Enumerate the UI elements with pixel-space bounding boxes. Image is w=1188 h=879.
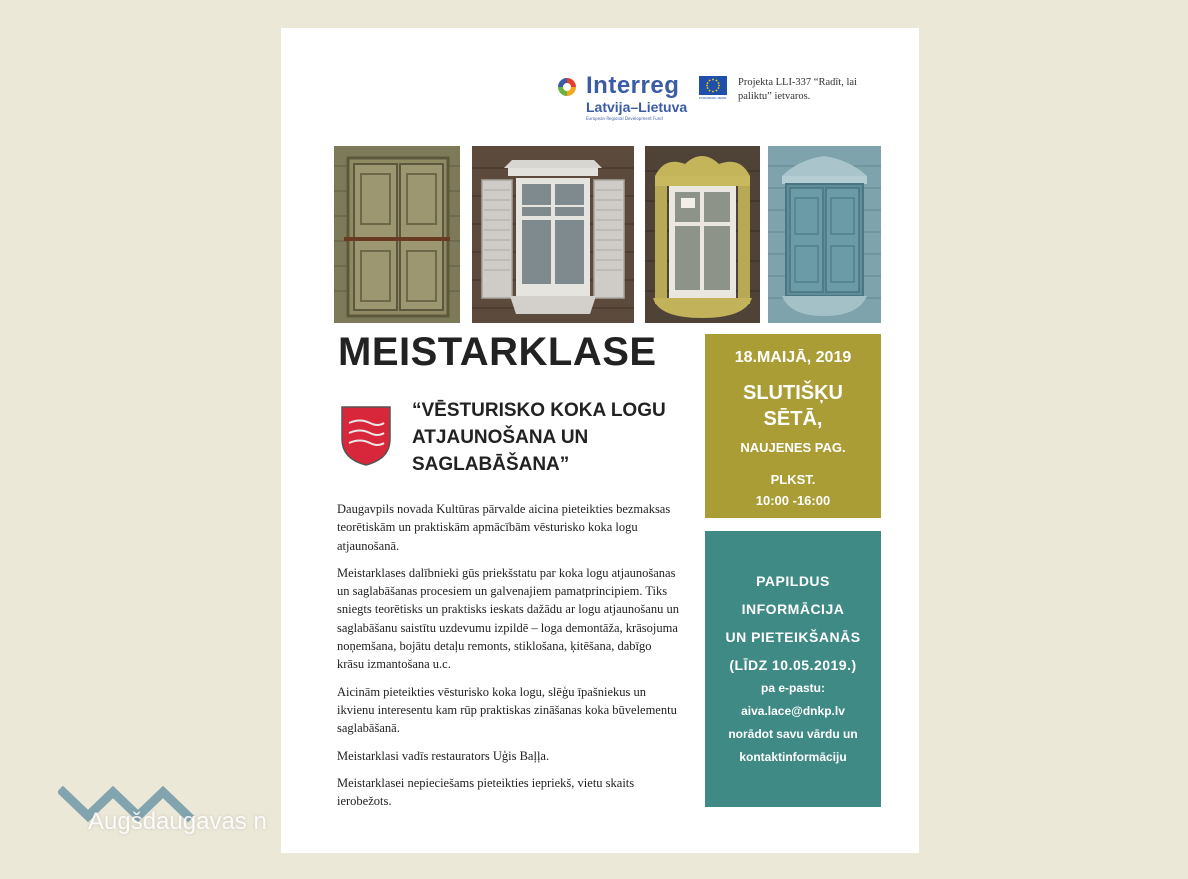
info-box [705,531,881,807]
window-photo-2 [472,146,634,323]
info-line5: pa e-pastu: [760,681,825,695]
interreg-swirl-icon [556,76,578,98]
info-line8: kontaktinformāciju [739,750,847,764]
info-line3: UN PIETEIKŠANĀS [725,629,861,645]
info-heading [705,567,881,679]
paragraph-4: Meistarklasi vadīs restaurators Uģis Baļļa. [337,748,550,763]
event-time-value: 10:00 -16:00 [755,493,831,508]
info-line4: (LĪDZ 10.05.2019.) [729,657,857,673]
page-title: MEISTARKLASE [338,330,657,374]
paragraph-2: Meistarklases dalībnieki gūs priekšstatu par koka logu atjaunošanas un saglabāšanas procesiem un galvenajiem pamatprincipiem. Tiks sniegts teorētisks un praktisks ieskats dažādu ar logu atjaunošanu un saglabāšanu saistītu uzdevumu izpildē – loga demontāža, krāsojuma noņemšana, bojātu detaļu remonts, stiklošana, ķitēšana, dabīgo krāsu izmantošana u.c. [337,565,679,672]
event-place-line2: SĒTĀ, [763,408,823,430]
interreg-logo [554,72,730,124]
window-photo-3 [645,146,760,323]
interreg-program: Latvija–Lietuva [586,99,688,115]
paragraph-1: Daugavpils novada Kultūras pārvalde aicina pieteikties bezmaksas teorētiskām un praktiskām apmācībām vēsturisko koka logu atjaunošanā. [337,502,671,553]
event-parish: NAUJENES PAG. [740,440,846,455]
eu-caption: EUROPEAN UNION [699,96,727,100]
body-text [337,500,680,819]
info-line2: INFORMĀCIJA [741,601,845,617]
info-contact [705,677,881,769]
event-date: 18.MAIJĀ, 2019 [734,349,852,366]
event-place-line1: SLUTIŠĶU [743,382,843,404]
paragraph-5: Meistarklasei nepieciešams pieteikties iepriekš, vietu skaits ierobežots. [337,775,635,809]
event-time-label: PLKST. [770,472,816,487]
window-photo-1 [334,146,460,323]
watermark-text: Augšdaugavas n [88,808,267,835]
event-place [705,380,881,432]
project-note: Projekta LLI-337 “Radīt, lai paliktu” ietvaros. [738,77,857,102]
paragraph-3: Aicinām pieteikties vēsturisko koka logu, slēģu īpašniekus un ikvienu interesentu kam rūp praktiskas zināšanas koka būvelementu saglabāšanā. [337,684,677,736]
info-line7: norādot savu vārdu un [728,727,858,741]
window-photo-4 [768,146,881,323]
coat-of-arms-icon [340,405,392,467]
event-box [705,334,881,518]
info-line1: PAPILDUS [756,573,830,589]
event-time [705,469,881,511]
interreg-brand: Interreg [586,72,680,99]
info-email[interactable]: aiva.lace@dnkp.lv [741,704,845,718]
subtitle: “VĒSTURISKO KOKA LOGU ATJAUNOŠANA UN SAGLABĀŠANA” [412,400,666,475]
eu-flag-icon [699,76,727,95]
interreg-fund: European Regional Development Fund [586,116,663,121]
